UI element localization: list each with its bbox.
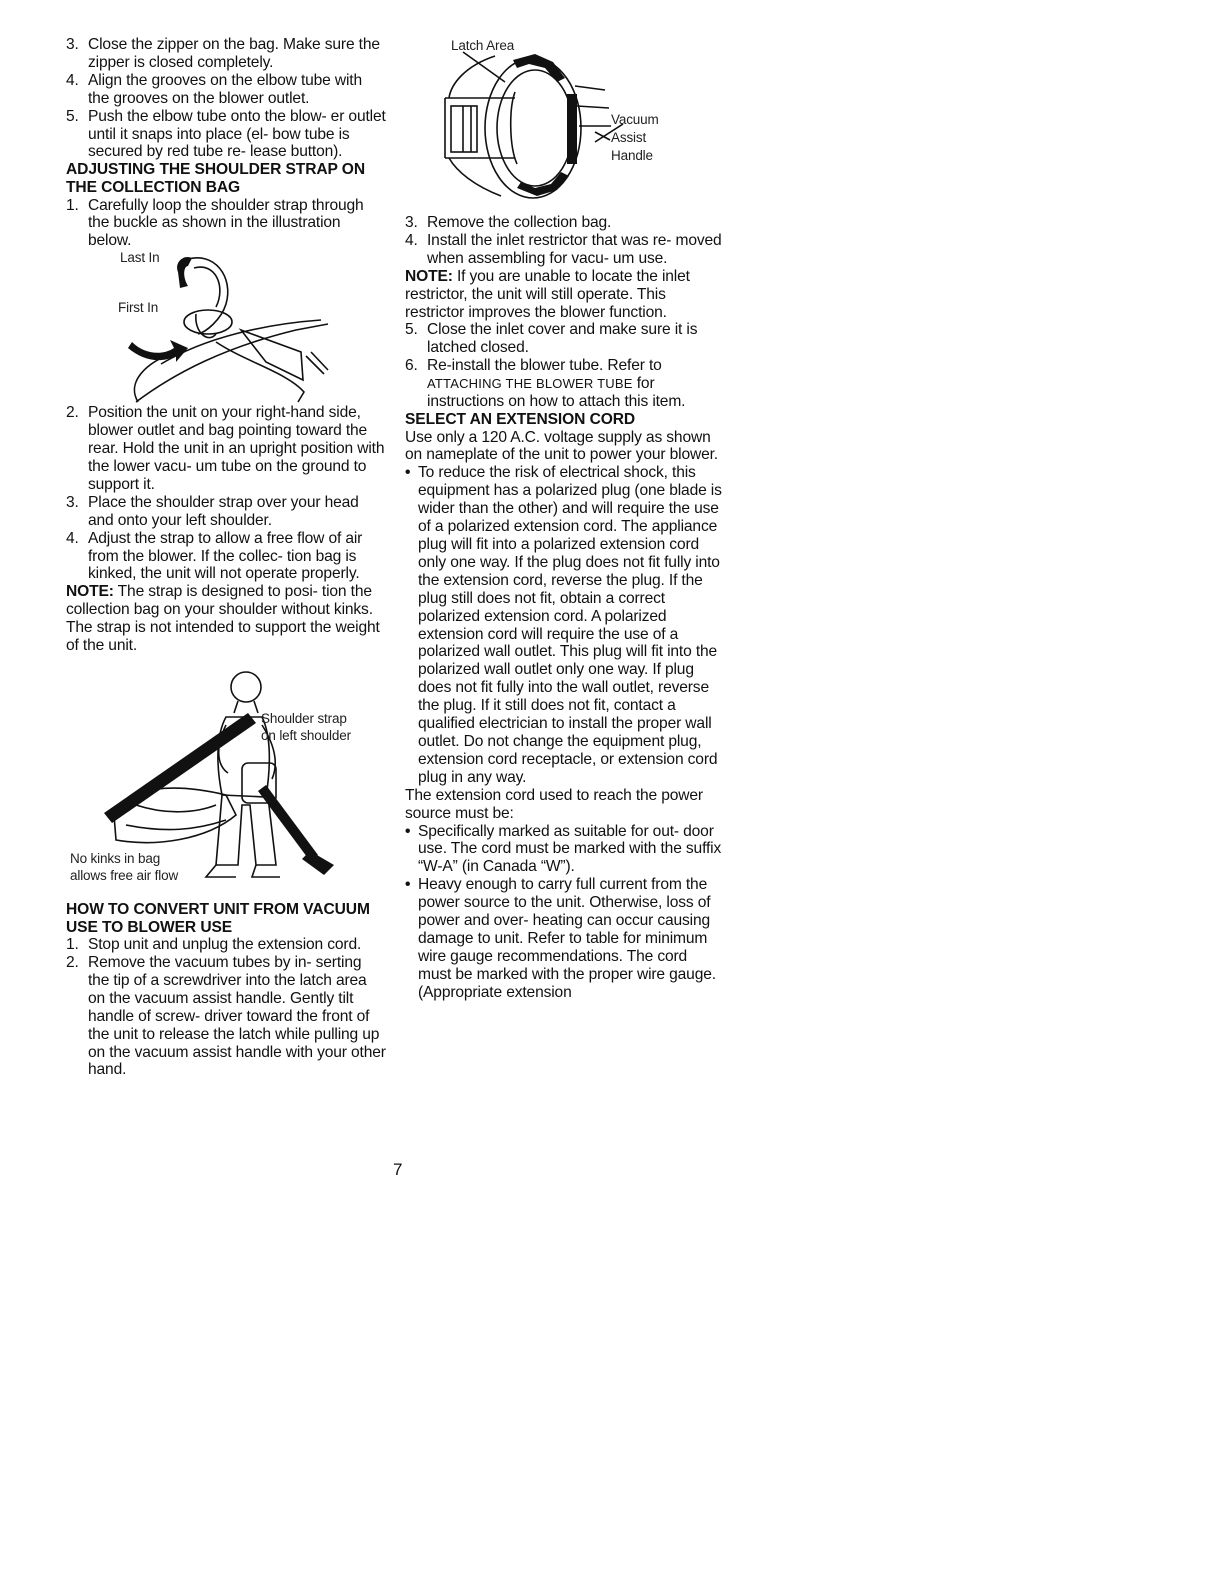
first-in-label: First In <box>118 300 159 316</box>
restrictor-note: NOTE: If you are unable to locate the inlet restrictor, the unit will still operate. This restrictor improves the blower function. <box>405 267 690 321</box>
shoulder-strap-band <box>104 713 256 823</box>
heading-extension-cord: SELECT AN EXTENSION CORD <box>405 410 636 428</box>
polarized-plug-list <box>405 464 723 786</box>
latch-drawing <box>405 36 723 210</box>
convert-steps <box>66 936 386 1079</box>
page-number: 7 <box>393 1160 403 1179</box>
left-column <box>66 36 386 1079</box>
cord-intro: Use only a 120 A.C. voltage supply as shown on nameplate of the unit to power your blower. <box>405 428 718 464</box>
list-item: 1. Stop unit and unplug the extension cord. <box>66 936 362 954</box>
strap-steps-continued <box>66 404 386 583</box>
convert-steps-final <box>405 321 723 411</box>
strap-steps <box>66 197 386 251</box>
shoulder-strap-illustration <box>66 665 386 895</box>
buckle-illustration <box>66 252 386 404</box>
cord-requirements-list <box>405 823 723 1002</box>
assist-label: Assist <box>611 130 647 145</box>
last-in-arrow <box>177 257 192 288</box>
shoulder-strap-label: Shoulder strap <box>261 710 347 726</box>
no-kinks-label: No kinks in bag <box>70 850 161 866</box>
cord-requirements-intro: The extension cord used to reach the power source must be: <box>405 786 703 822</box>
list-item: 1. Carefully loop the shoulder strap through the buckle as shown in the illustration below. <box>66 196 364 250</box>
list-item: • Heavy enough to carry full current from the power source to the unit. Otherwise, loss of power and over- heating can occur causing damage to unit. Refer to table for minimum wire gauge recommendations. The cord must be marked with the proper wire gauge. (Appropriate extension <box>405 876 716 1001</box>
last-in-label: Last In <box>120 250 160 266</box>
list-item: • Specifically marked as suitable for out- door use. The cord must be marked with the suffix “W-A” (in Canada “W”). <box>405 822 722 876</box>
list-item: 3. Remove the collection bag. <box>405 214 612 231</box>
strap-note: NOTE: The strap is designed to posi- tion the collection bag on your shoulder without kinks. The strap is not intended to support the weight of the unit. <box>66 583 380 655</box>
right-column <box>405 36 723 1002</box>
list-item: • To reduce the risk of electrical shock, this equipment has a polarized plug (one blade is wider than the other) and will require the use of a polarized extension cord. The appliance plug will fit into a polarized extension cord only one way. If the plug does not fit fully into the extension cord, reverse the plug. If the plug still does not fit, obtain a correct polarized extension cord. A polarized extension cord will require the use of a polarized wall outlet. This plug will fit into the polarized wall outlet only one way. If plug does not fit fully into the wall outlet, reverse the plug. If it still does not fit, contact a qualified electrician to install the proper wall outlet. Do not change the equipment plug, extension cord receptacle, or extension cord plug in any way. <box>405 464 722 786</box>
vacuum-label: Vacuum <box>611 112 659 127</box>
handle-label: Handle <box>611 148 653 163</box>
first-in-arrow <box>128 340 188 362</box>
assembly-steps <box>66 36 386 161</box>
list-item: 4. Adjust the strap to allow a free flow of air from the blower. If the collec- tion bag is kinked, the unit will not operate properly. <box>66 529 363 583</box>
convert-steps-continued <box>405 214 723 268</box>
cross-reference: ATTACHING THE BLOWER TUBE <box>427 376 633 392</box>
heading-shoulder-strap: ADJUSTING THE SHOULDER STRAP ON THE COLLECTION BAG <box>66 161 365 196</box>
list-item: 4. Install the inlet restrictor that was re- moved when assembling for vacu- um use. <box>405 231 722 267</box>
nozzle <box>302 851 334 875</box>
list-item: 2. Remove the vacuum tubes by in- serting the tip of a screwdriver into the latch area on the vacuum assist handle. Gently tilt handle of screw- driver toward the front of the unit to release the latch while pulling up on the vacuum assist handle with your other hand. <box>66 954 386 1079</box>
vacuum-tube <box>258 785 318 861</box>
list-item: 6. Re-install the blower tube. Refer to ATTACHING THE BLOWER TUBE for instructions on how to attach this item. <box>405 357 686 411</box>
list-item: 5. Close the inlet cover and make sure it is latched closed. <box>405 321 698 357</box>
list-item: 5. Push the elbow tube onto the blow- er outlet until it snaps into place (el- bow tube is secured by red tube re- lease button). <box>66 107 386 161</box>
list-item: 4. Align the grooves on the elbow tube with the grooves on the blower outlet. <box>66 71 363 107</box>
left-shoulder-label: on left shoulder <box>261 727 351 743</box>
latch-area-illustration <box>405 36 723 210</box>
buckle-drawing <box>66 252 386 404</box>
list-item: 3. Close the zipper on the bag. Make sure the zipper is closed completely. <box>66 36 380 71</box>
heading-convert-unit: HOW TO CONVERT UNIT FROM VACUUM USE TO BLOWER USE <box>66 900 370 936</box>
list-item: 2. Position the unit on your right-hand side, blower outlet and bag pointing toward the rear. Hold the unit in an upright position with the lower vacu- um tube on the ground to support it. <box>66 404 385 493</box>
free-air-label: allows free air flow <box>70 867 179 883</box>
list-item: 3. Place the shoulder strap over your head and onto your left shoulder. <box>66 493 359 529</box>
latch-area-label: Latch Area <box>451 38 515 53</box>
